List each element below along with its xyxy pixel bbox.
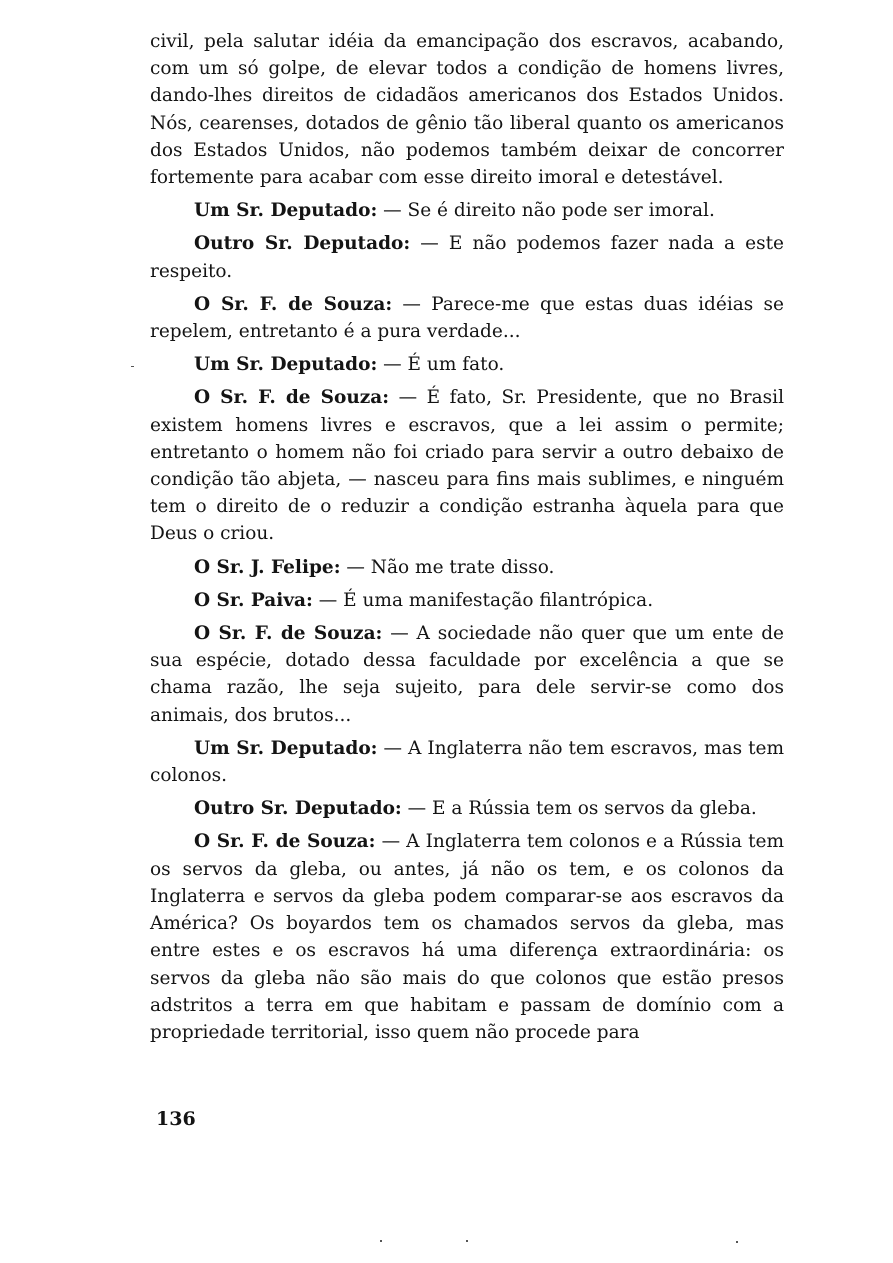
- speaker-name: O Sr. F. de Souza:: [194, 831, 376, 853]
- speech-text: — É uma manifestação filantrópica.: [312, 589, 654, 611]
- dialogue-paragraph: [150, 230, 784, 284]
- speaker-name: O Sr. F. de Souza:: [194, 623, 383, 645]
- speaker-name: O Sr. J. Felipe:: [194, 556, 341, 578]
- dialogue-paragraph: [150, 351, 784, 378]
- speaker-name: Um Sr. Deputado:: [194, 354, 378, 376]
- scan-speck: [736, 1241, 738, 1243]
- speaker-name: Outro Sr. Deputado:: [194, 798, 402, 820]
- speech-text: — E não podemos fazer nada a este respeito.: [150, 233, 785, 282]
- dialogue-paragraph: [150, 554, 784, 581]
- dialogue-paragraph: [150, 828, 784, 1046]
- speech-text: — A sociedade não quer que um ente de sua espécie, dotado dessa faculdade por excelência a que se chama razão, lhe seja sujeito, para dele servir-se como dos animais, dos brutos...: [150, 623, 784, 726]
- speech-text: — E a Rússia tem os servos da gleba.: [401, 798, 757, 820]
- speech-text: — Se é direito não pode ser imoral.: [377, 200, 715, 222]
- speech-text: — Parece-me que estas duas idéias se repelem, entretanto é a pura verdade...: [150, 293, 784, 343]
- page-number: 136: [156, 1108, 196, 1130]
- speech-text: — Não me trate disso.: [340, 556, 555, 578]
- dialogue-paragraph: [150, 620, 784, 729]
- speaker-name: O Sr. Paiva:: [194, 589, 313, 611]
- page-body: [150, 28, 784, 1052]
- speaker-name: O Sr. F. de Souza:: [194, 293, 393, 315]
- dialogue-paragraph: [150, 384, 784, 547]
- speech-text: — É fato, Sr. Presidente, que no Brasil existem homens livres e escravos, que a lei assim o permite; entretanto o homem não foi criado para servir a outro debaixo de condição tão abjeta, — nasceu para fins mais sublimes, e ninguém tem o direito de o reduzir a condição estranha àquela para que Deus o criou.: [150, 387, 784, 545]
- opening-paragraph: civil, pela salutar idéia da emancipação dos escravos, acabando, com um só golpe, de elevar todos a condição de homens livres, dando-lhes direitos de cidadãos americanos dos Estados Unidos. Nós, cearenses, dotados de gênio tão liberal quanto os americanos dos Estados Unidos, não podemos também deixar de concorrer fortemente para acabar com esse direito imoral e detestável.: [150, 31, 784, 189]
- speaker-name: Um Sr. Deputado:: [194, 737, 378, 759]
- scan-speck: [131, 366, 134, 367]
- dialogue-paragraph: [150, 291, 784, 345]
- speaker-name: Outro Sr. Deputado:: [194, 233, 411, 255]
- dialogue-paragraph: [150, 795, 784, 822]
- speech-text: — A Inglaterra não tem escravos, mas tem colonos.: [150, 737, 785, 787]
- dialogue-paragraph: [150, 735, 784, 789]
- scan-speck: [380, 1240, 382, 1242]
- speaker-name: Um Sr. Deputado:: [194, 200, 378, 222]
- speech-text: — É um fato.: [377, 354, 505, 376]
- dialogue-paragraph: [150, 197, 784, 224]
- speaker-name: O Sr. F. de Souza:: [194, 387, 390, 409]
- speech-text: — A Inglaterra tem colonos e a Rússia tem os servos da gleba, ou antes, já não os tem, e os colonos da Inglaterra e servos da gleba podem comparar-se aos escravos da América? Os boyardos tem os chamados servos da gleba, mas entre estes e os escravos há uma diferença extraordinária: os servos da gleba não são mais do que colonos que estão presos adstritos a terra em que habitam e passam de domínio com a propriedade territorial, isso quem não procede para: [150, 831, 785, 1043]
- dialogue-paragraph: [150, 587, 784, 614]
- scan-speck: [466, 1240, 468, 1242]
